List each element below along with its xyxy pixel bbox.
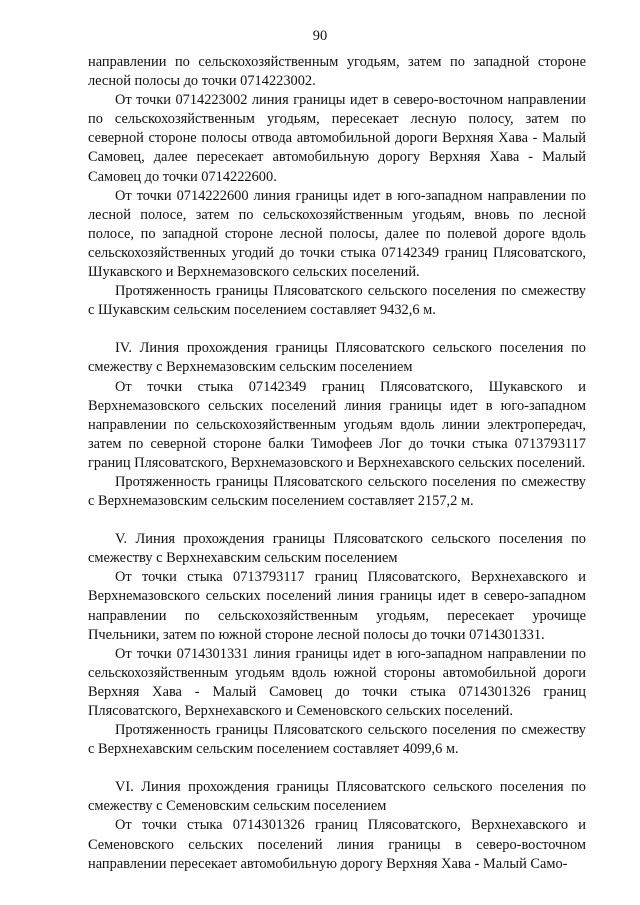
- section-heading-iv: IV. Линия прохождения границы Плясоватского сельского поселения по смежеству с Верхнемазовским сельским поселением: [88, 340, 586, 376]
- paragraph: От точки 0714223002 линия границы идет в северо-восточном направлении по сельскохозяйственным угодьям, пересекает лесную полосу, затем по северной стороне полосы отвода автомобильной дороги Верхняя Хава - Малый Самовец, далее пересекает автомобильную дорогу Верхняя Хава - Малый Самовец до точки 0714222600.: [88, 92, 586, 185]
- paragraph: Протяженность границы Плясоватского сельского поселения по смежеству с Шукавским сельским поселением составляет 9432,6 м.: [88, 283, 586, 319]
- spacer: [88, 511, 586, 530]
- paragraph: Протяженность границы Плясоватского сельского поселения по смежеству с Верхнемазовским сельским поселением составляет 2157,2 м.: [88, 473, 586, 510]
- section-heading-vi: VI. Линия прохождения границы Плясоватского сельского поселения по смежеству с Семеновским сельским поселением: [88, 779, 586, 815]
- page-number: 90: [312, 28, 328, 44]
- section-heading-v: V. Линия прохождения границы Плясоватского сельского поселения по смежеству с Верхнехавским сельским поселением: [88, 531, 586, 567]
- spacer: [88, 759, 586, 778]
- paragraph: От точки 0714301331 линия границы идет в юго-западном направлении по сельскохозяйственным угодьям вдоль южной стороны автомобильной дороги Верхняя Хава - Малый Самовец до точки стыка 0714301326 границ Плясоватского, Верхнехавского и Семеновского сельских поселений.: [88, 645, 586, 719]
- paragraph-continuation: направлении по сельскохозяйственным угодьям, затем по западной стороне лесной полосы до точки 0714223002.: [88, 54, 586, 90]
- paragraph: От точки стыка 0713793117 границ Плясоватского, Верхнехавского и Верхнемазовского сельских поселений линия границы идет в северо-западном направлении по сельскохозяйственным угодьям, пересекает урочище Пчельники, затем по южной стороне лесной полосы до точки 0714301331.: [88, 569, 586, 643]
- spacer: [88, 320, 586, 339]
- paragraph: Протяженность границы Плясоватского сельского поселения по смежеству с Верхнехавским сельским поселением составляет 4099,6 м.: [88, 722, 586, 758]
- paragraph: От точки 0714222600 линия границы идет в юго-западном направлении по лесной полосе, затем по сельскохозяйственным угодьям, вновь по лесной полосе, по западной стороне лесной полосы, далее по полевой дороге вдоль сельскохозяйственных угодий до точки стыка 07142349 границ Плясоватского, Шукавского и Верхнемазовского сельских поселений.: [88, 187, 586, 281]
- paragraph: От точки стыка 0714301326 границ Плясоватского, Верхнехавского и Семеновского сельских поселений линия границы в северо-восточном направлении пересекает автомобильную дорогу Верхняя Хава - Малый Само-: [88, 817, 586, 872]
- page-content: [88, 53, 586, 874]
- paragraph: От точки стыка 07142349 границ Плясоватского, Шукавского и Верхнемазовского сельских поселений линия границы идет в юго-западном направлении по сельскохозяйственным угодьям вдоль линии электропередач, затем по северной стороне балки Тимофеев Лог до точки стыка 0713793117 границ Плясоватского, Верхнемазовского и Верхнехавского сельских поселений.: [88, 378, 586, 471]
